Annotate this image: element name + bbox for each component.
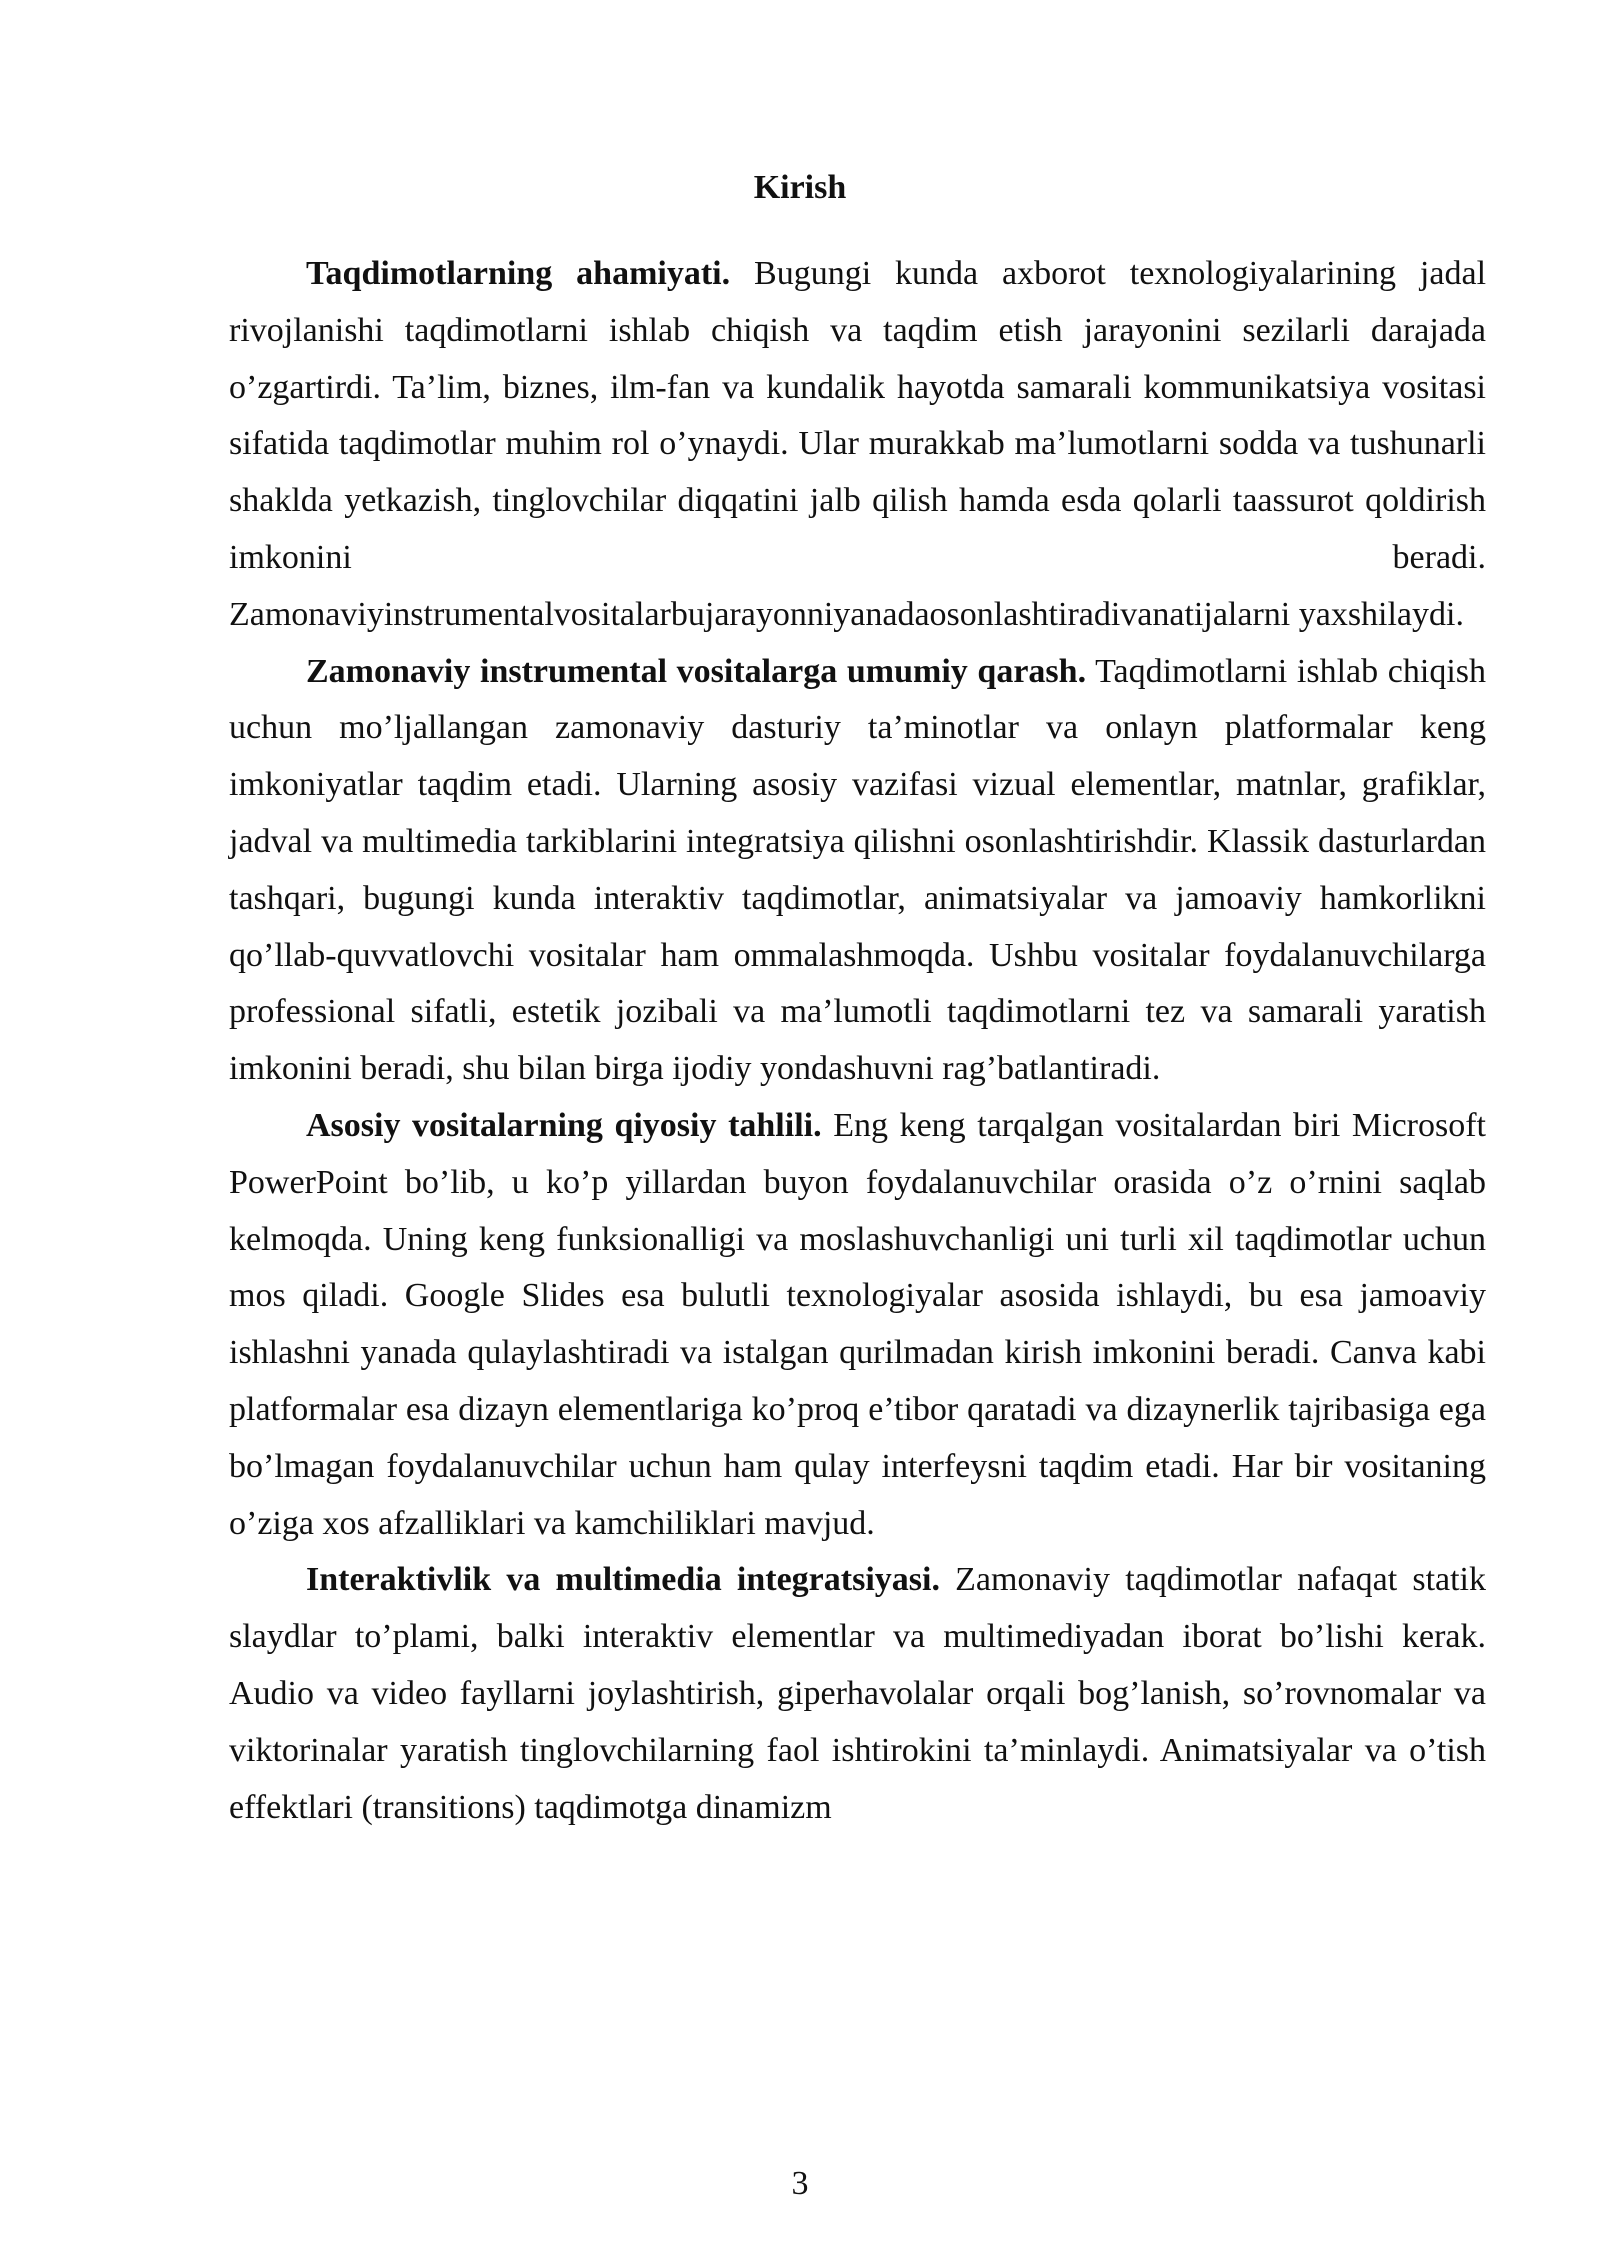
page-number: 3	[791, 2165, 809, 2202]
paragraph-heading: Taqdimotlarning ahamiyati.	[306, 255, 731, 292]
paragraph-text: Bugungi kunda axborot texnologiyalarining jadal rivojlanishi taqdimotlarni ishlab chiqish va taqdim etish jarayonini sezilarli darajada o’zgartirdi. Ta’lim, biznes, ilm-fan va kundalik hayotda samarali kommunikatsiya vositasi sifatida taqdimotlar muhim rol o’ynaydi. Ular murakkab ma’lumotlarni sodda va tushunarli shaklda yetkazish, tinglovchilar diqqatini jalb qilish hamda esda qolarli taassurot qoldirish imkonini beradi. Zamonaviyinstrumentalvositalarbujarayonniyanadaosonlashtiradivanatijalarni yaxshilaydi.	[229, 255, 1487, 633]
paragraph-text: Taqdimotlarni ishlab chiqish uchun mo’ljallangan zamonaviy dasturiy ta’minotlar va onlayn platformalar keng imkoniyatlar taqdim etadi. Ularning asosiy vazifasi vizual elementlar, matnlar, grafiklar, jadval va multimedia tarkiblarini integratsiya qilishni osonlashtirishdir. Klassik dasturlardan tashqari, bugungi kunda interaktiv taqdimotlar, animatsiyalar va jamoaviy hamkorlikni qo’llab-quvvatlovchi vositalar ham ommalashmoqda. Ushbu vositalar foydalanuvchilarga professional sifatli, estetik jozibali va ma’lumotli taqdimotlarni tez va samarali yaratish imkonini beradi, shu bilan birga ijodiy yondashuvni rag’batlantiradi.	[229, 652, 1486, 1088]
paragraph-heading: Interaktivlik va multimedia integratsiyasi.	[306, 1561, 940, 1599]
paragraph-heading: Zamonaviy instrumental vositalarga umumiy qarash.	[306, 652, 1087, 690]
paragraph-interaktivlik	[229, 1552, 1486, 1836]
paragraph-text: Zamonaviy taqdimotlar nafaqat statik slaydlar to’plami, balki interaktiv elementlar va multimediyadan iborat bo’lishi kerak. Audio va video fayllarni joylashtirish, giperhavolalar orqali bog’lanish, so’rovnomalar va viktorinalar yaratish tinglovchilarning faol ishtirokini ta’minlaydi. Animatsiyalar va o’tish effektlari (transitions) taqdimotga dinamizm	[229, 1561, 1487, 1826]
paragraph-qiyosiy-tahlil	[229, 1098, 1486, 1552]
body-text	[229, 246, 1486, 1836]
page-title: Kirish	[753, 169, 847, 206]
paragraph-heading: Asosiy vositalarning qiyosiy tahlili.	[306, 1106, 822, 1144]
paragraph-umumiy-qarash	[229, 644, 1486, 1098]
paragraph-text: Eng keng tarqalgan vositalardan biri Microsoft PowerPoint bo’lib, u ko’p yillardan buyon foydalanuvchilar orasida o’z o’rnini saqlab kelmoqda. Uning keng funksionalligi va moslashuvchanligi uni turli xil taqdimotlar uchun mos qiladi. Google Slides esa bulutli texnologiyalar asosida ishlaydi, bu esa jamoaviy ishlashni yanada qulaylashtiradi va istalgan qurilmadan kirish imkonini beradi. Canva kabi platformalar esa dizayn elementlariga ko’proq e’tibor qaratadi va dizaynerlik tajribasiga ega bo’lmagan foydalanuvchilar uchun ham qulay interfeysni taqdim etadi. Har bir vositaning o’ziga xos afzalliklari va kamchiliklari mavjud.	[229, 1106, 1486, 1542]
paragraph-ahamiyati	[229, 246, 1486, 644]
